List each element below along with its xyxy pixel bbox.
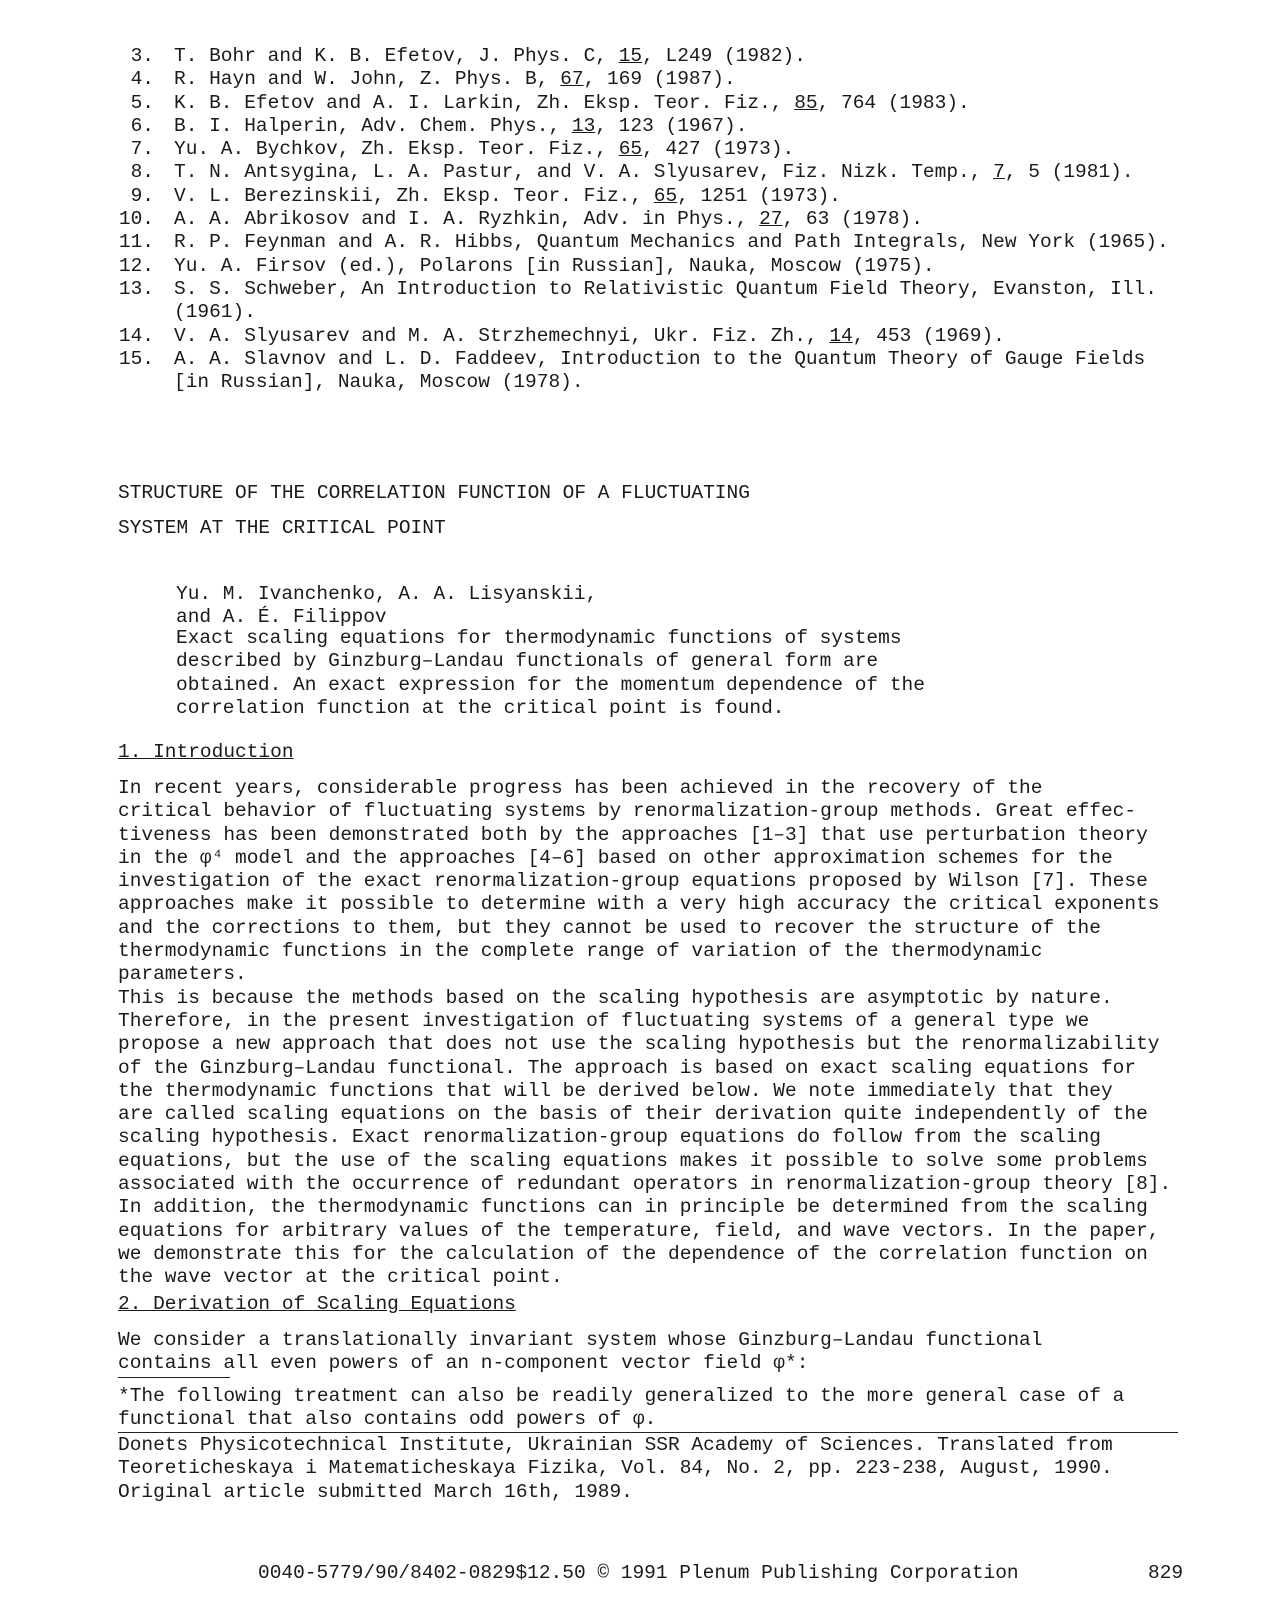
reference-item [118, 161, 1178, 184]
abstract: Exact scaling equations for thermodynamic functions of systems described by Ginzburg–Landau functionals of general form are obtained. An exact expression for the momentum dependence of the correlation function at the critical point is found. [176, 627, 925, 719]
reference-volume: 14 [829, 324, 853, 347]
reference-text-segment: T. N. Antsygina, L. A. Pastur, and V. A. Slyusarev, Fiz. Nizk. Temp., [174, 161, 994, 184]
reference-number: 15. [118, 347, 154, 370]
affiliation-divider [118, 1432, 1178, 1433]
reference-number: 14. [118, 324, 154, 347]
footnote-divider [118, 1377, 230, 1378]
footer-publication-code: 0040-5779/90/8402-0829$12.50 © 1991 Plenum Publishing Corporation [258, 1562, 1019, 1584]
reference-text-segment: , 5 (1981). [1004, 161, 1134, 184]
reference-item [118, 325, 1178, 348]
reference-text [174, 231, 1178, 254]
reference-volume: 15 [618, 45, 643, 67]
reference-text-segment: A. A. Slavnov and L. D. Faddeev, Introduction to the Quantum Theory of Gauge Fields [in Russian], Nauka, Moscow (1978). [174, 347, 1146, 394]
section-heading-introduction [118, 741, 294, 764]
reference-item [118, 92, 1178, 115]
reference-item [118, 208, 1178, 231]
reference-item [118, 231, 1178, 254]
reference-text [174, 138, 1178, 161]
reference-text-segment: T. Bohr and K. B. Efetov, J. Phys. C, [174, 45, 619, 67]
reference-number: 8. [130, 161, 154, 184]
reference-text-segment: , 1251 (1973). [677, 184, 842, 207]
reference-text-segment: , 63 (1978). [782, 208, 923, 231]
section-2-heading-text: 2. Derivation of Scaling Equations [118, 1293, 516, 1315]
reference-text-segment: , L249 (1982). [642, 45, 806, 67]
reference-number: 11. [118, 231, 154, 254]
reference-number: 7. [130, 138, 154, 161]
reference-text-segment: A. A. Abrikosov and I. A. Ryzhkin, Adv. in Phys., [174, 208, 760, 231]
reference-text-segment: S. S. Schweber, An Introduction to Relativistic Quantum Field Theory, Evanston, Ill. (1961). [174, 277, 1157, 324]
reference-text [174, 45, 1178, 68]
reference-volume: 7 [993, 161, 1005, 184]
section-heading-derivation [118, 1293, 516, 1316]
reference-text-segment: , 764 (1983). [817, 91, 970, 114]
page-number: 829 [1148, 1562, 1184, 1584]
authors-line-1: Yu. M. Ivanchenko, A. A. Lisyanskii, [176, 583, 598, 605]
reference-text-segment: Yu. A. Bychkov, Zh. Eksp. Teor. Fiz., [174, 138, 619, 161]
reference-item [118, 185, 1178, 208]
reference-volume: 67 [560, 68, 584, 91]
reference-number: 10. [118, 208, 154, 231]
reference-text-segment: B. I. Halperin, Adv. Chem. Phys., [174, 114, 572, 137]
reference-item [118, 68, 1178, 91]
reference-item [118, 348, 1178, 395]
reference-volume: 13 [571, 114, 596, 137]
reference-volume: 85 [794, 91, 818, 114]
reference-text [174, 115, 1178, 138]
reference-volume: 65 [653, 184, 678, 207]
reference-item [118, 278, 1178, 325]
reference-text-segment: , 169 (1987). [583, 68, 736, 91]
reference-text [174, 68, 1178, 91]
reference-item [118, 255, 1178, 278]
author-list [176, 583, 776, 630]
reference-number: 9. [130, 184, 154, 207]
reference-text-segment: R. P. Feynman and A. R. Hibbs, Quantum Mechanics and Path Integrals, New York (1965). [174, 231, 1169, 254]
reference-text [174, 185, 1178, 208]
reference-number: 3. [130, 45, 154, 67]
reference-text-segment: K. B. Efetov and A. I. Larkin, Zh. Eksp. Teor. Fiz., [174, 91, 795, 114]
reference-text [174, 325, 1178, 348]
article-title [118, 476, 1018, 546]
reference-text-segment: , 453 (1969). [852, 324, 1005, 347]
reference-text-segment: R. Hayn and W. John, Z. Phys. B, [174, 68, 561, 91]
reference-number: 6. [130, 114, 154, 137]
reference-number: 13. [118, 277, 154, 300]
reference-text [174, 208, 1178, 231]
reference-number: 5. [130, 91, 154, 114]
reference-number: 4. [130, 68, 154, 91]
reference-text [174, 348, 1178, 395]
reference-item [118, 45, 1178, 68]
reference-text [174, 161, 1178, 184]
reference-text-segment: , 427 (1973). [642, 138, 795, 161]
reference-list [118, 45, 1178, 394]
reference-item [118, 115, 1178, 138]
reference-text [174, 278, 1178, 325]
reference-item [118, 138, 1178, 161]
reference-text [174, 92, 1178, 115]
derivation-paragraph: We consider a translationally invariant system whose Ginzburg–Landau functional contains all even powers of an n-component vector field φ*: [118, 1329, 1043, 1375]
reference-volume: 27 [759, 208, 783, 231]
introduction-paragraph: In recent years, considerable progress has been achieved in the recovery of the critical behavior of fluctuating systems by renormalization-group methods. Great effec- tiveness has been demonstrated both by the approaches [1–3] that use perturbation theory in the φ⁴ model and the approaches [4–6] based on other approximation schemes for the investigation of the exact renormalization-group equations proposed by Wilson [7]. These approaches make it possible to determine with a very high accuracy the critical exponents and the corrections to them, but they cannot be used to recover the structure of the thermodynamic functions in the complete range of variation of the thermodynamic parameters. This is because the methods based on the scaling hypothesis are asymptotic by nature. Therefore, in the present investigation of fluctuating systems of a general type we propose a new approach that does not use the scaling hypothesis but the renormalizability of the Ginzburg–Landau functional. The approach is based on exact scaling equations for the thermodynamic functions that will be derived below. We note immediately that they are called scaling equations on the basis of their derivation quite independently of the scaling hypothesis. Exact renormalization-group equations do follow from the scaling equations, but the use of the scaling equations makes it possible to solve some problems associated with the occurrence of redundant operators in renormalization-group theory [8]. In addition, the thermodynamic functions can in principle be determined from the scaling equations for arbitrary values of the temperature, field, and wave vectors. In the paper, we demonstrate this for the calculation of the dependence of the correlation function on the wave vector at the critical point. [118, 777, 1172, 1289]
section-1-heading-text: 1. Introduction [118, 741, 294, 763]
reference-text [174, 255, 1178, 278]
authors-line-2: and A. É. Filippov [176, 606, 387, 629]
reference-number: 12. [118, 254, 154, 277]
reference-text-segment: Yu. A. Firsov (ed.), Polarons [in Russian], Nauka, Moscow (1975). [174, 254, 935, 277]
title-line-1: STRUCTURE OF THE CORRELATION FUNCTION OF A FLUCTUATING [118, 482, 750, 504]
title-line-2: SYSTEM AT THE CRITICAL POINT [118, 517, 446, 539]
affiliation-note: Donets Physicotechnical Institute, Ukrainian SSR Academy of Sciences. Translated from Teoreticheskaya i Matematicheskaya Fizika, Vol. 84, No. 2, pp. 223-238, August, 1990. Original article submitted March 16th, 1989. [118, 1434, 1113, 1503]
reference-text-segment: V. L. Berezinskii, Zh. Eksp. Teor. Fiz., [174, 184, 654, 207]
reference-text-segment: V. A. Slyusarev and M. A. Strzhemechnyi, Ukr. Fiz. Zh., [174, 324, 830, 347]
reference-volume: 65 [618, 138, 643, 161]
reference-text-segment: , 123 (1967). [595, 114, 748, 137]
footnote: *The following treatment can also be readily generalized to the more general case of a functional that also contains odd powers of φ. [118, 1385, 1125, 1431]
